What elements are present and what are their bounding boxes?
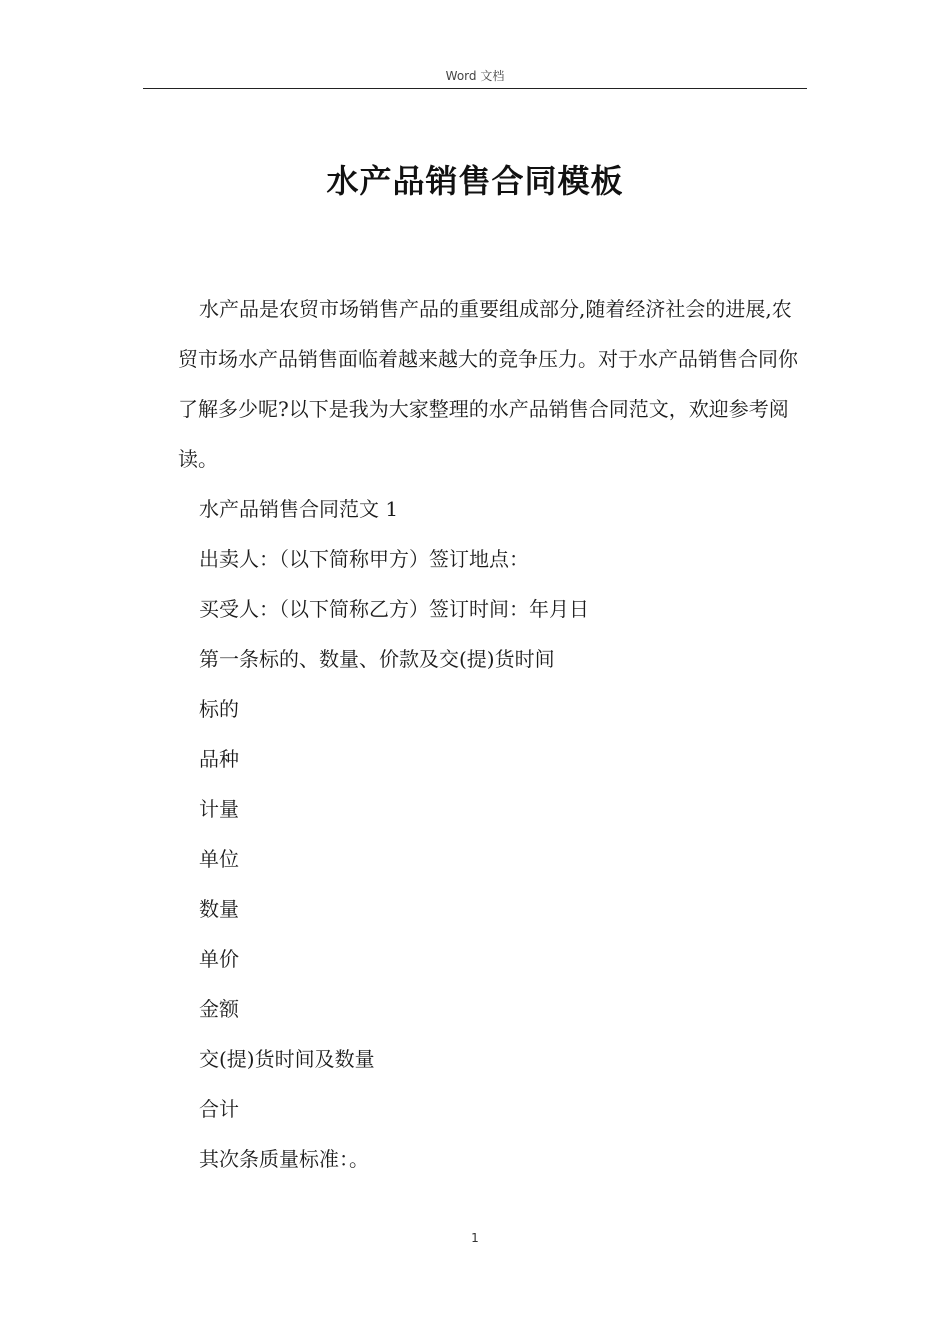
item-variety: 品种 bbox=[199, 747, 239, 771]
intro-paragraph: 水产品是农贸市场销售产品的重要组成部分,随着经济社会的进展,农贸市场水产品销售面临着越来越大的竞争压力。对于水产品销售合同你了解多少呢?以下是我为大家整理的水产品销售合同范文，欢迎参考阅读。 bbox=[178, 297, 798, 471]
buyer-line: 买受人：（以下简称乙方）签订时间：年月日 bbox=[199, 597, 589, 621]
item-subject: 标的 bbox=[199, 697, 239, 721]
page-number: 1 bbox=[471, 1231, 479, 1245]
section-heading: 水产品销售合同范文 1 bbox=[199, 497, 399, 521]
seller-line: 出卖人：（以下简称甲方）签订地点： bbox=[199, 547, 529, 571]
document-title: 水产品销售合同模板 bbox=[326, 162, 624, 200]
item-unit-price: 单价 bbox=[199, 947, 239, 971]
document-body bbox=[178, 284, 808, 1184]
article-one-heading: 第一条标的、数量、价款及交(提)货时间 bbox=[199, 647, 555, 671]
item-delivery-time: 交(提)货时间及数量 bbox=[199, 1047, 375, 1071]
item-quantity: 数量 bbox=[199, 897, 239, 921]
page-header bbox=[143, 66, 807, 89]
item-amount: 金额 bbox=[199, 997, 239, 1021]
article-two-heading: 其次条质量标准：。 bbox=[199, 1147, 369, 1171]
item-total: 合计 bbox=[199, 1097, 239, 1121]
item-unit: 单位 bbox=[199, 847, 239, 871]
item-measure: 计量 bbox=[199, 797, 239, 821]
header-text: Word 文档 bbox=[445, 69, 505, 83]
